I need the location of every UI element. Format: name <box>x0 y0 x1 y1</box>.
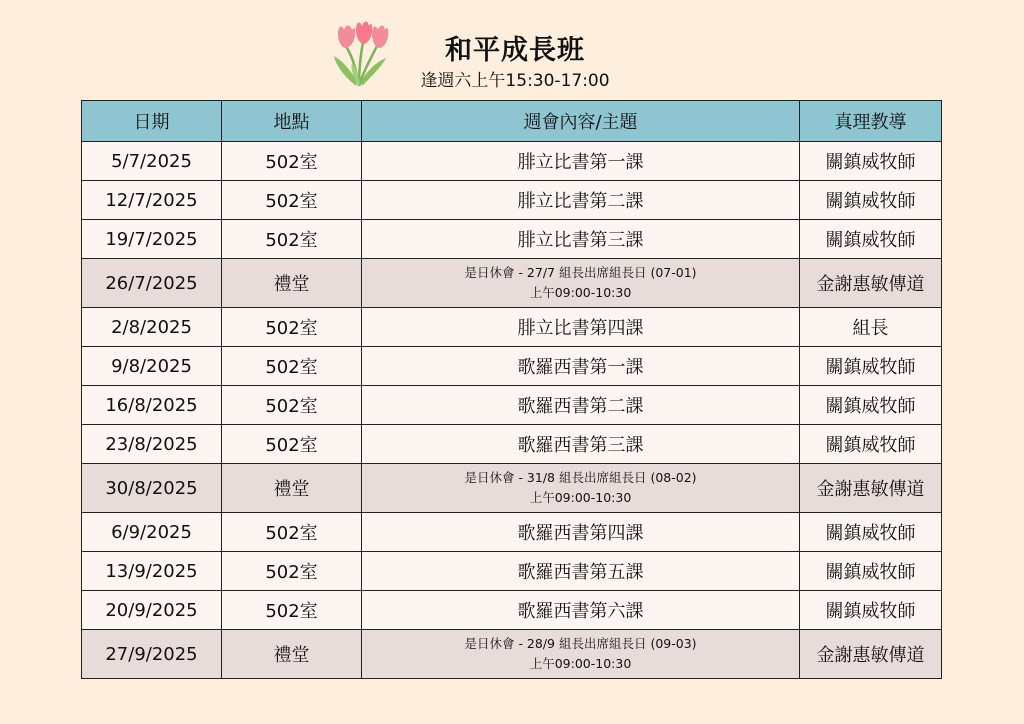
cell-topic: 歌羅西書第五課 <box>362 552 800 591</box>
cell-topic <box>362 464 800 513</box>
holiday-note: 是日休會 - 31/8 組長出席組長日 (08-02) <box>464 470 697 485</box>
cell-place: 禮堂 <box>222 464 362 513</box>
holiday-note: 是日休會 - 27/7 組長出席組長日 (07-01) <box>464 265 697 280</box>
cell-place: 502室 <box>222 591 362 630</box>
cell-topic: 腓立比書第二課 <box>362 181 800 220</box>
table-row <box>82 591 942 630</box>
cell-teacher: 關鎮威牧師 <box>800 513 942 552</box>
cell-place: 502室 <box>222 142 362 181</box>
holiday-time: 上午09:00-10:30 <box>529 490 632 505</box>
column-header-date: 日期 <box>82 101 222 142</box>
cell-date: 23/8/2025 <box>82 425 222 464</box>
tulip-icon <box>326 20 392 90</box>
cell-date: 20/9/2025 <box>82 591 222 630</box>
cell-topic: 歌羅西書第六課 <box>362 591 800 630</box>
cell-place: 502室 <box>222 513 362 552</box>
table-row <box>82 386 942 425</box>
table-row <box>82 425 942 464</box>
cell-place: 502室 <box>222 308 362 347</box>
page-header <box>0 0 1024 100</box>
cell-teacher: 組長 <box>800 308 942 347</box>
table-row-holiday <box>82 630 942 679</box>
cell-place: 502室 <box>222 347 362 386</box>
table-row <box>82 308 942 347</box>
cell-topic <box>362 259 800 308</box>
table-row <box>82 552 942 591</box>
cell-topic <box>362 630 800 679</box>
cell-place: 502室 <box>222 552 362 591</box>
cell-date: 19/7/2025 <box>82 220 222 259</box>
table-row <box>82 347 942 386</box>
table-row <box>82 142 942 181</box>
cell-place: 502室 <box>222 220 362 259</box>
cell-teacher: 關鎮威牧師 <box>800 591 942 630</box>
schedule-table <box>81 100 942 679</box>
cell-topic: 歌羅西書第一課 <box>362 347 800 386</box>
cell-place: 502室 <box>222 425 362 464</box>
page-title: 和平成長班 <box>445 35 585 66</box>
holiday-time: 上午09:00-10:30 <box>529 285 632 300</box>
cell-date: 12/7/2025 <box>82 181 222 220</box>
cell-teacher: 金謝惠敏傳道 <box>800 630 942 679</box>
cell-topic: 歌羅西書第三課 <box>362 425 800 464</box>
table-row-holiday <box>82 464 942 513</box>
cell-place: 禮堂 <box>222 630 362 679</box>
cell-date: 5/7/2025 <box>82 142 222 181</box>
table-row <box>82 220 942 259</box>
cell-teacher: 金謝惠敏傳道 <box>800 259 942 308</box>
cell-place: 502室 <box>222 386 362 425</box>
cell-date: 6/9/2025 <box>82 513 222 552</box>
holiday-time: 上午09:00-10:30 <box>529 656 632 671</box>
cell-date: 27/9/2025 <box>82 630 222 679</box>
cell-topic: 腓立比書第四課 <box>362 308 800 347</box>
cell-topic: 腓立比書第一課 <box>362 142 800 181</box>
column-header-place: 地點 <box>222 101 362 142</box>
cell-teacher: 關鎮威牧師 <box>800 181 942 220</box>
cell-teacher: 關鎮威牧師 <box>800 386 942 425</box>
column-header-teacher: 真理教導 <box>800 101 942 142</box>
cell-date: 30/8/2025 <box>82 464 222 513</box>
cell-teacher: 關鎮威牧師 <box>800 220 942 259</box>
cell-teacher: 關鎮威牧師 <box>800 142 942 181</box>
cell-topic: 腓立比書第三課 <box>362 220 800 259</box>
column-header-topic: 週會內容/主題 <box>362 101 800 142</box>
cell-topic: 歌羅西書第二課 <box>362 386 800 425</box>
table-header-row <box>82 101 942 142</box>
page-subtitle: 逢週六上午15:30-17:00 <box>420 71 610 91</box>
cell-date: 13/9/2025 <box>82 552 222 591</box>
cell-place: 502室 <box>222 181 362 220</box>
table-row <box>82 513 942 552</box>
cell-date: 2/8/2025 <box>82 308 222 347</box>
cell-teacher: 金謝惠敏傳道 <box>800 464 942 513</box>
cell-teacher: 關鎮威牧師 <box>800 552 942 591</box>
holiday-note: 是日休會 - 28/9 組長出席組長日 (09-03) <box>464 636 697 651</box>
table-row <box>82 181 942 220</box>
cell-date: 16/8/2025 <box>82 386 222 425</box>
cell-date: 9/8/2025 <box>82 347 222 386</box>
table-row-holiday <box>82 259 942 308</box>
cell-teacher: 關鎮威牧師 <box>800 425 942 464</box>
cell-topic: 歌羅西書第四課 <box>362 513 800 552</box>
cell-date: 26/7/2025 <box>82 259 222 308</box>
cell-place: 禮堂 <box>222 259 362 308</box>
cell-teacher: 關鎮威牧師 <box>800 347 942 386</box>
